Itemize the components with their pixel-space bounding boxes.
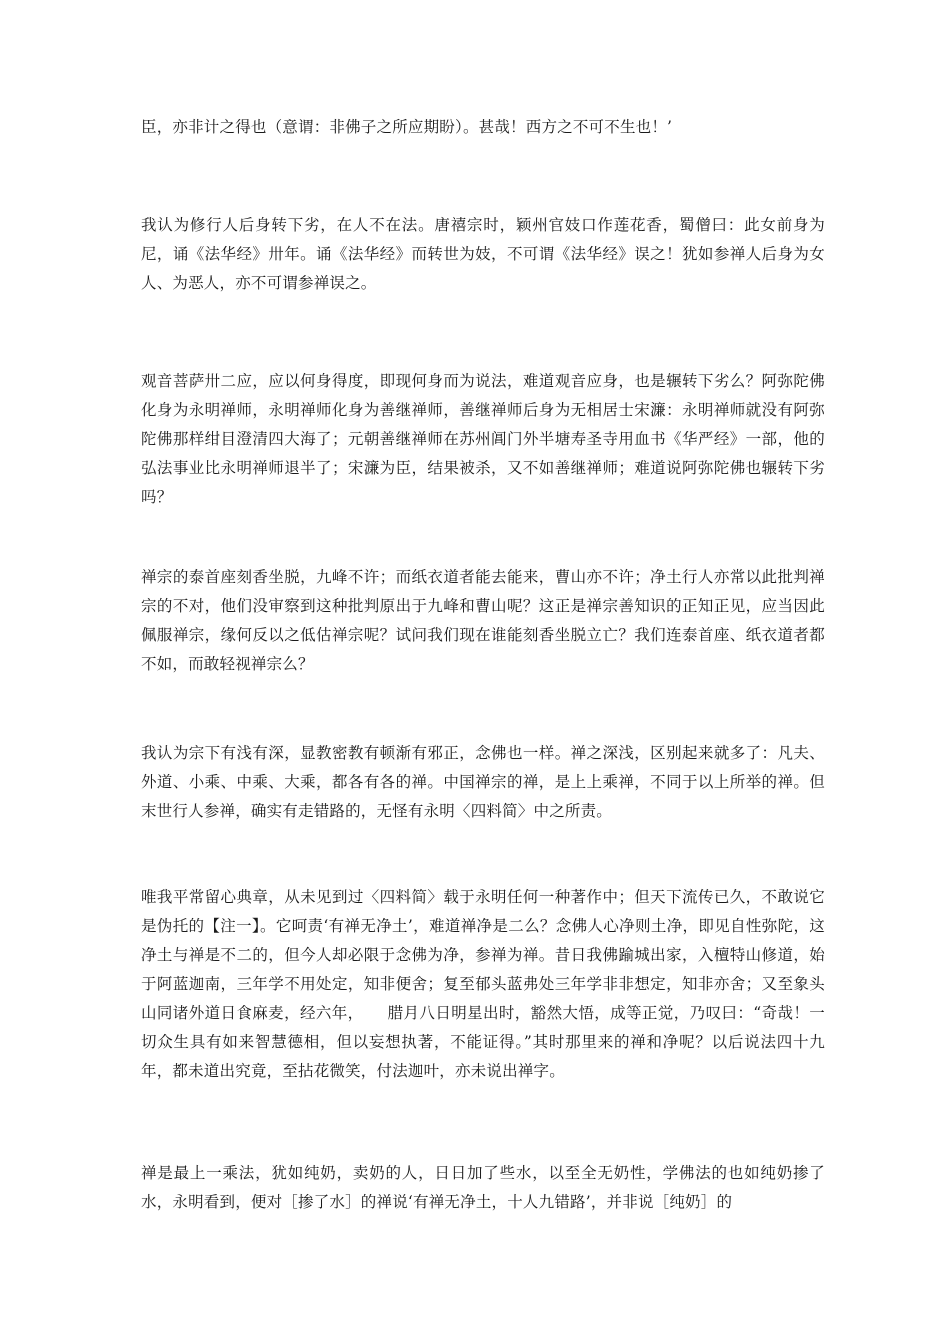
paragraph-3: 观音菩萨卅二应，应以何身得度，即现何身而为说法，难道观音应身，也是辗转下劣么？阿弥陀佛化身为永明禅师，永明禅师化身为善继禅师，善继禅师后身为无相居士宋濂：永明禅师就没有阿弥陀佛那样绀目澄清四大海了；元朝善继禅师在苏州阊门外半塘寿圣寺用血书《华严经》一部，他的弘法事业比永明禅师退半了；宋濂为臣，结果被杀，又不如善继禅师；难道说阿弥陀佛也辗转下劣吗？	[141, 372, 825, 506]
paragraph-2: 我认为修行人后身转下劣，在人不在法。唐禧宗时，颖州官妓口作莲花香，蜀僧曰：此女前身为尼，诵《法华经》卅年。诵《法华经》而转世为妓，不可谓《法华经》误之！犹如参禅人后身为女人、为恶人，亦不可谓参禅误之。	[141, 216, 825, 292]
paragraph-6: 唯我平常留心典章，从未见到过〈四料简〉载于永明任何一种著作中；但天下流传已久，不敢说它是伪托的【注一】。它呵责‘有禅无净土’，难道禅净是二么？念佛人心净则土净，即见自性弥陀，这净土与禅是不二的，但今人却必限于念佛为净，参禅为禅。昔日我佛踰城出家，入檀特山修道，始于阿蓝迦南，三年学不用处定，知非便舍；复至郁头蓝弗处三年学非非想定，知非亦舍；又至象头山同诸外道日食麻麦，经六年， 腊月八日明星出时，豁然大悟，成等正觉，乃叹曰：“奇哉！一切众生具有如来智慧德相，但以妄想执著，不能证得。”其时那里来的禅和净呢？以后说法四十九年，都未道出究竟，至拈花微笑，付法迦叶，亦未说出禅字。	[141, 888, 825, 1080]
paragraph-4: 禅宗的泰首座刻香坐脱，九峰不许；而纸衣道者能去能来，曹山亦不许；净土行人亦常以此批判禅宗的不对，他们没审察到这种批判原出于九峰和曹山呢？这正是禅宗善知识的正知正见，应当因此佩服禅宗，缘何反以之低估禅宗呢？试问我们现在谁能刻香坐脱立亡？我们连泰首座、纸衣道者都不如，而敢轻视禅宗么？	[141, 568, 825, 673]
paragraph-1: 臣，亦非计之得也（意谓：非佛子之所应期盼）。甚哉！西方之不可不生也！’	[141, 118, 673, 136]
paragraph-5: 我认为宗下有浅有深，显教密教有顿渐有邪正，念佛也一样。禅之深浅，区别起来就多了：凡夫、外道、小乘、中乘、大乘，都各有各的禅。中国禅宗的禅，是上上乘禅，不同于以上所举的禅。但末世行人参禅，确实有走错路的，无怪有永明〈四料简〉中之所责。	[141, 744, 825, 820]
paragraph-7: 禅是最上一乘法，犹如纯奶，卖奶的人，日日加了些水，以至全无奶性，学佛法的也如纯奶掺了水，永明看到，便对［掺了水］的禅说‘有禅无净土，十人九错路’，并非说［纯奶］的	[141, 1164, 825, 1211]
